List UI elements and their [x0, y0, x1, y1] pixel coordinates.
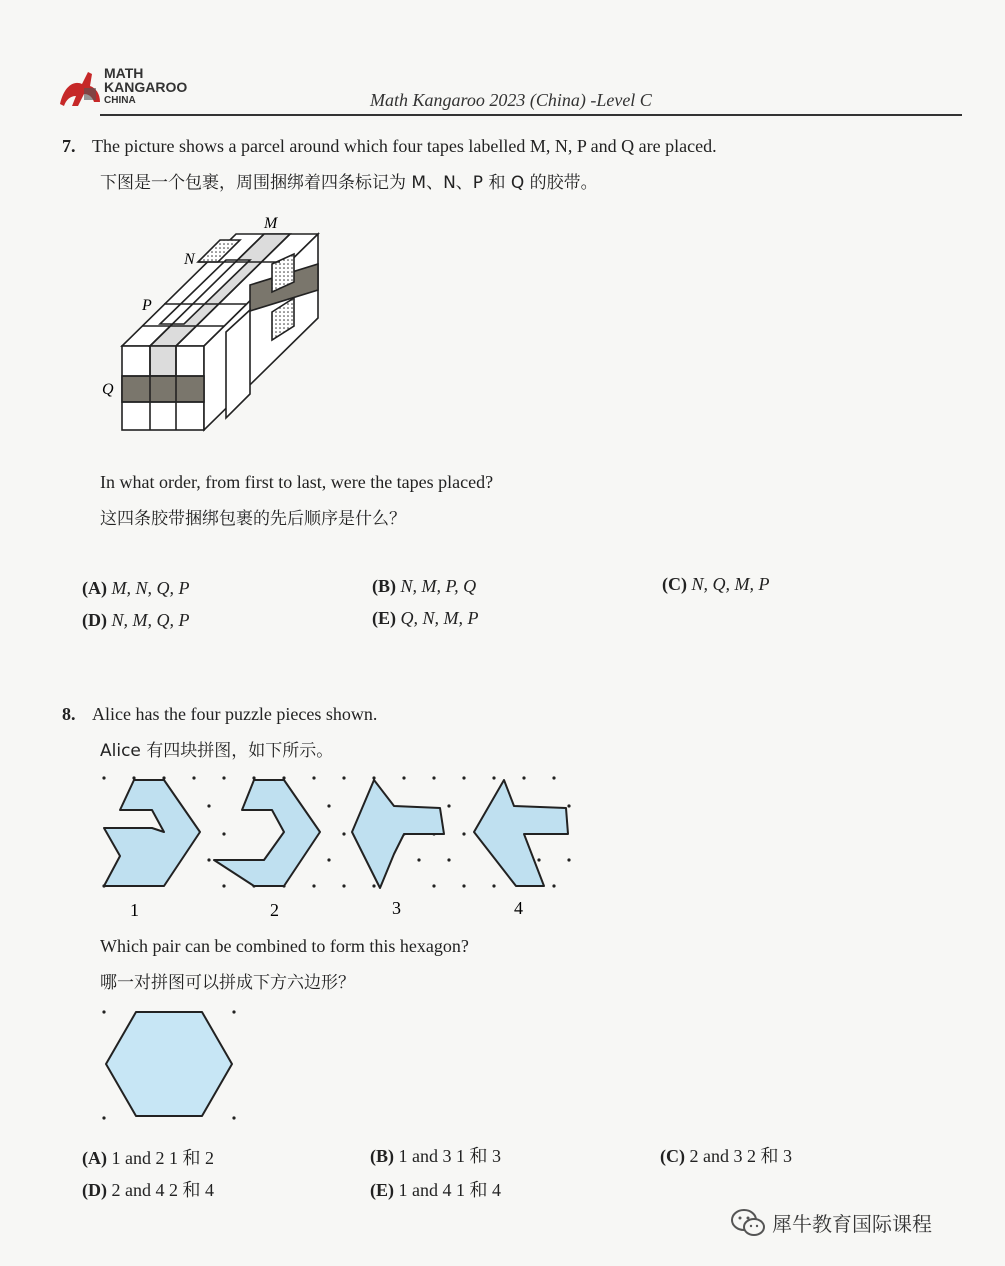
q7-number: 7. — [62, 136, 76, 156]
piece-label-1: 1 — [130, 900, 139, 920]
label-q: Q — [102, 381, 114, 398]
option-letter: (C) — [662, 574, 687, 594]
q8-number: 8. — [62, 704, 76, 724]
piece-label-2: 2 — [270, 900, 279, 920]
q7-option-d[interactable] — [82, 610, 190, 631]
q8-option-c[interactable] — [660, 1142, 792, 1168]
q8-question-cn: 哪一对拼图可以拼成下方六边形？ — [100, 973, 355, 993]
q8-option-a[interactable] — [82, 1144, 214, 1170]
option-letter: (A) — [82, 578, 107, 598]
puzzle-piece-3 — [352, 780, 444, 888]
q8-option-b[interactable] — [370, 1142, 501, 1168]
q7-question-cn: 这四条胶带捆绑包裹的先后顺序是什么？ — [100, 509, 406, 529]
option-letter: (B) — [372, 576, 396, 596]
piece-label-3: 3 — [392, 898, 401, 918]
parcel-figure — [98, 214, 338, 438]
q7-text-cn: 下图是一个包裹，周围捆绑着四条标记为 M、N、P 和 Q 的胶带。 — [100, 173, 598, 193]
logo-line-2: KANGAROO — [104, 79, 188, 95]
q7-text-en: The picture shows a parcel around which four tapes labelled M, N, P and Q are placed. — [92, 136, 717, 156]
label-p: P — [142, 297, 152, 314]
option-text: N, Q, M, P — [691, 574, 770, 594]
watermark-text: 犀牛教育国际课程 — [772, 1212, 932, 1236]
option-text: 1 and 3 1 和 3 — [398, 1146, 501, 1166]
option-letter: (D) — [82, 610, 107, 630]
option-text: 2 and 4 2 和 4 — [111, 1180, 214, 1200]
option-text: 2 and 3 2 和 3 — [689, 1146, 792, 1166]
puzzle-piece-4 — [474, 780, 568, 886]
option-text: Q, N, M, P — [400, 608, 479, 628]
header-divider — [100, 114, 962, 116]
option-letter: (B) — [370, 1146, 394, 1166]
option-text: 1 and 2 1 和 2 — [111, 1148, 214, 1168]
q8-text-en: Alice has the four puzzle pieces shown. — [92, 704, 378, 724]
q7-question-en: In what order, from first to last, were the tapes placed? — [100, 472, 494, 492]
option-text: N, M, P, Q — [400, 576, 477, 596]
kangaroo-logo-icon — [56, 66, 106, 110]
option-letter: (E) — [370, 1180, 394, 1200]
label-n: N — [184, 251, 195, 268]
page-header-title: Math Kangaroo 2023 (China) -Level C — [370, 90, 652, 110]
piece-label-4: 4 — [514, 898, 523, 918]
option-text: M, N, Q, P — [111, 578, 190, 598]
logo-line-3: CHINA — [104, 95, 136, 106]
q7-option-a[interactable] — [82, 578, 190, 599]
logo-text — [104, 66, 187, 108]
q7-option-b[interactable] — [372, 576, 476, 597]
logo-line-1: MATH — [104, 65, 144, 81]
target-hexagon — [106, 1012, 232, 1116]
label-m: M — [264, 215, 278, 232]
q7-option-c[interactable] — [662, 574, 770, 595]
option-letter: (D) — [82, 1180, 107, 1200]
puzzle-piece-2 — [214, 780, 320, 886]
hexagon-figure — [96, 1004, 244, 1124]
q8-option-d[interactable] — [82, 1176, 214, 1202]
puzzle-pieces-figure — [96, 770, 576, 920]
option-text: N, M, Q, P — [111, 610, 190, 630]
wechat-icon — [730, 1208, 766, 1238]
option-letter: (E) — [372, 608, 396, 628]
q8-text-cn: Alice 有四块拼图，如下所示。 — [100, 741, 334, 761]
option-letter: (C) — [660, 1146, 685, 1166]
puzzle-piece-1 — [104, 780, 200, 886]
option-text: 1 and 4 1 和 4 — [398, 1180, 501, 1200]
q8-option-e[interactable] — [370, 1176, 501, 1202]
option-letter: (A) — [82, 1148, 107, 1168]
q8-question-en: Which pair can be combined to form this hexagon? — [100, 936, 469, 956]
q7-option-e[interactable] — [372, 608, 479, 629]
